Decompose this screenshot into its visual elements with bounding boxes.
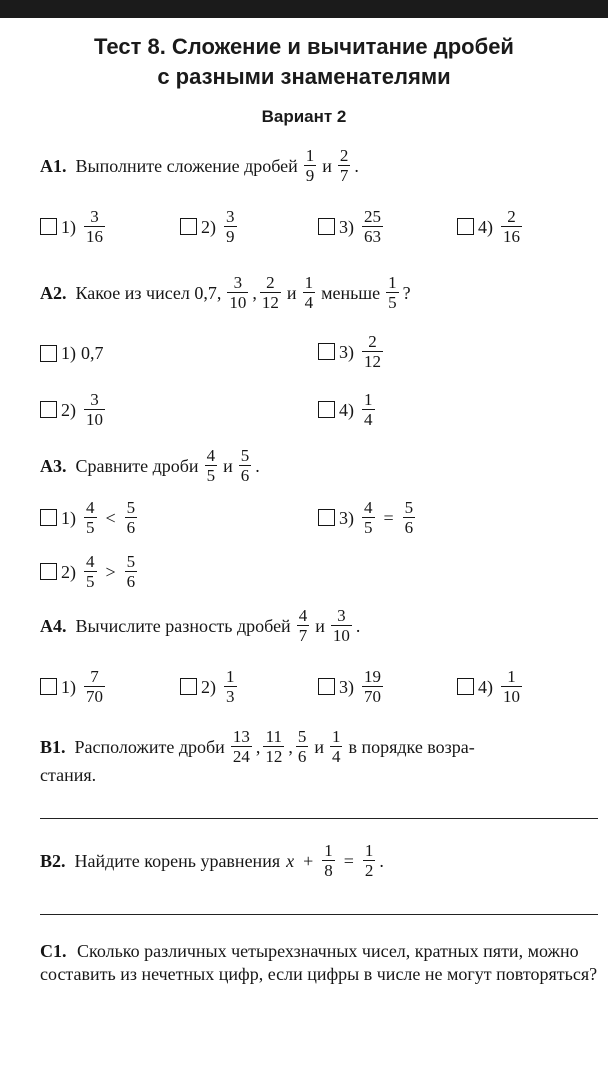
fraction — [362, 332, 383, 371]
denominator: 10 — [229, 293, 247, 312]
denominator: 70 — [364, 687, 381, 706]
question-b1-continuation — [40, 764, 96, 786]
a3-option-3[interactable] — [318, 498, 418, 537]
fraction — [304, 146, 317, 185]
numerator: 13 — [232, 727, 250, 746]
numerator: 1 — [331, 727, 341, 746]
answer-checkbox[interactable] — [318, 401, 335, 418]
a2-option-4[interactable] — [318, 390, 378, 429]
denominator: 6 — [240, 466, 250, 485]
denominator: 5 — [364, 518, 373, 537]
a1-option-3[interactable] — [318, 207, 386, 246]
a2-option-3[interactable] — [318, 332, 386, 371]
denominator: 5 — [206, 466, 216, 485]
answer-checkbox[interactable] — [457, 678, 474, 695]
top-dark-bar — [0, 0, 608, 18]
numerator: 19 — [364, 667, 381, 686]
denominator: 9 — [305, 166, 315, 185]
option-number: 4) — [339, 399, 354, 420]
fraction — [362, 498, 375, 537]
question-a1-text: Выполните сложение дробей — [75, 155, 298, 176]
fraction — [205, 446, 218, 485]
numerator: 3 — [337, 606, 346, 625]
numerator: 1 — [304, 273, 314, 292]
equals-sign: = — [343, 850, 354, 871]
question-a2 — [40, 273, 411, 312]
a4-option-1[interactable] — [40, 667, 108, 706]
question-b1-text: Расположите дроби — [74, 736, 225, 757]
question-b1-text-end: в порядке возра- — [348, 736, 475, 757]
answer-checkbox[interactable] — [40, 345, 57, 362]
fraction — [403, 498, 416, 537]
numerator: 4 — [206, 446, 216, 465]
denominator: 4 — [364, 410, 373, 429]
numerator: 3 — [90, 207, 99, 226]
denominator: 24 — [232, 747, 250, 766]
denominator: 5 — [388, 293, 397, 312]
option-number: 2) — [61, 561, 76, 582]
answer-checkbox[interactable] — [40, 509, 57, 526]
answer-checkbox[interactable] — [180, 678, 197, 695]
numerator: 2 — [339, 146, 349, 165]
fraction — [224, 207, 237, 246]
option-number: 3) — [339, 341, 354, 362]
numerator: 1 — [364, 390, 373, 409]
numerator: 3 — [233, 273, 243, 292]
question-a3-label: А3. — [40, 455, 67, 476]
fraction — [501, 207, 522, 246]
numerator: 1 — [305, 146, 315, 165]
option-number: 1) — [61, 507, 76, 528]
numerator: 1 — [364, 841, 374, 860]
fraction — [84, 552, 97, 591]
answer-checkbox[interactable] — [40, 563, 57, 580]
fraction — [84, 390, 105, 429]
option-number: 1) — [61, 216, 76, 237]
option-number: 3) — [339, 676, 354, 697]
plus-sign: + — [303, 850, 314, 871]
denominator: 10 — [86, 410, 103, 429]
answer-checkbox[interactable] — [180, 218, 197, 235]
denominator: 3 — [226, 687, 235, 706]
answer-checkbox[interactable] — [318, 678, 335, 695]
denominator: 63 — [364, 227, 381, 246]
option-number: 3) — [339, 507, 354, 528]
denominator: 10 — [332, 626, 350, 645]
denominator: 5 — [86, 518, 95, 537]
numerator: 1 — [324, 841, 333, 860]
question-b1-label: В1. — [40, 736, 66, 757]
fraction — [362, 390, 375, 429]
numerator: 5 — [126, 552, 136, 571]
variable: x — [286, 850, 295, 871]
comparison-sign: = — [383, 507, 394, 528]
fraction — [125, 498, 138, 537]
question-a1-label: А1. — [40, 155, 67, 176]
question-b2-text: Найдите корень уравнения — [74, 850, 281, 871]
question-a4 — [40, 606, 360, 645]
numerator: 2 — [266, 273, 275, 292]
a1-option-1[interactable] — [40, 207, 108, 246]
numerator: 1 — [507, 667, 516, 686]
conjunction: и — [286, 282, 297, 303]
numerator: 4 — [364, 498, 373, 517]
punctuation: , — [288, 736, 293, 757]
fraction — [322, 841, 335, 880]
fraction — [84, 498, 97, 537]
numerator: 2 — [368, 332, 377, 351]
option-number: 4) — [478, 216, 493, 237]
denominator: 12 — [364, 352, 381, 371]
fraction — [501, 667, 522, 706]
question-a1 — [40, 146, 359, 185]
question-c1 — [40, 940, 600, 986]
option-number: 1) — [61, 343, 76, 363]
fraction — [362, 207, 383, 246]
a4-option-2[interactable] — [180, 667, 240, 706]
denominator: 10 — [503, 687, 520, 706]
a2-option-1[interactable] — [40, 342, 104, 364]
numerator: 1 — [226, 667, 235, 686]
question-a2-label: А2. — [40, 282, 67, 303]
fraction — [338, 146, 351, 185]
answer-checkbox[interactable] — [318, 343, 335, 360]
option-number: 1) — [61, 676, 76, 697]
comparison-sign: < — [105, 507, 116, 528]
denominator: 4 — [304, 293, 314, 312]
question-a2-text: Какое из чисел 0,7, — [75, 282, 222, 303]
a2-option-2[interactable] — [40, 390, 108, 429]
numerator: 3 — [226, 207, 235, 226]
question-c1-label: С1. — [40, 941, 67, 961]
question-a3-text: Сравните дроби — [75, 455, 199, 476]
question-a3 — [40, 446, 260, 485]
numerator: 4 — [86, 498, 95, 517]
numerator: 4 — [298, 606, 308, 625]
conjunction: и — [223, 455, 233, 476]
fraction — [84, 207, 105, 246]
fraction — [303, 273, 316, 312]
denominator: 9 — [226, 227, 235, 246]
question-a4-text: Вычислите разность дробей — [75, 615, 291, 636]
denominator: 12 — [261, 293, 279, 312]
fraction — [263, 727, 284, 766]
a1-option-2[interactable] — [180, 207, 240, 246]
a4-option-4[interactable] — [457, 667, 525, 706]
fraction — [239, 446, 252, 485]
option-number: 2) — [201, 216, 216, 237]
a3-option-2[interactable] — [40, 552, 140, 591]
fraction — [330, 727, 343, 766]
option-number: 3) — [339, 216, 354, 237]
a1-option-4[interactable] — [457, 207, 525, 246]
answer-checkbox[interactable] — [40, 218, 57, 235]
fraction — [260, 273, 281, 312]
punctuation: , — [255, 736, 261, 757]
question-b2 — [40, 841, 384, 880]
punctuation: . — [255, 455, 260, 476]
fraction — [363, 841, 376, 880]
answer-checkbox[interactable] — [318, 509, 335, 526]
denominator: 6 — [297, 747, 307, 766]
numerator: 5 — [240, 446, 250, 465]
option-number: 2) — [201, 676, 216, 697]
option-value: 0,7 — [81, 343, 104, 363]
fraction — [297, 606, 310, 645]
numerator: 1 — [388, 273, 397, 292]
numerator: 25 — [364, 207, 381, 226]
fraction — [125, 552, 138, 591]
denominator: 7 — [298, 626, 308, 645]
denominator: 6 — [404, 518, 414, 537]
question-a4-label: А4. — [40, 615, 67, 636]
denominator: 8 — [324, 861, 333, 880]
conjunction: и — [314, 736, 324, 757]
comparison-word: меньше — [321, 282, 381, 303]
fraction — [386, 273, 399, 312]
denominator: 12 — [265, 747, 283, 766]
question-b1 — [40, 727, 478, 766]
denominator: 7 — [339, 166, 349, 185]
punctuation: . — [379, 850, 384, 871]
conjunction: и — [315, 615, 325, 636]
variant-label: Вариант 2 — [261, 107, 347, 126]
fraction — [331, 606, 352, 645]
answer-line-b2[interactable] — [40, 914, 598, 915]
numerator: 3 — [90, 390, 99, 409]
option-number: 2) — [61, 399, 76, 420]
a3-option-1[interactable] — [40, 498, 140, 537]
punctuation: ? — [402, 282, 411, 303]
fraction — [224, 667, 237, 706]
denominator: 2 — [364, 861, 374, 880]
denominator: 6 — [126, 518, 136, 537]
fraction — [231, 727, 252, 766]
denominator: 5 — [86, 572, 95, 591]
fraction — [362, 667, 383, 706]
numerator: 5 — [404, 498, 414, 517]
answer-checkbox[interactable] — [318, 218, 335, 235]
numerator: 5 — [297, 727, 307, 746]
numerator: 4 — [86, 552, 95, 571]
denominator: 4 — [331, 747, 341, 766]
numerator: 2 — [507, 207, 516, 226]
fraction — [296, 727, 309, 766]
question-b1-text-line2: стания. — [40, 765, 97, 785]
test-title-line1: Тест 8. Сложение и вычитание дробей — [94, 34, 514, 59]
answer-checkbox[interactable] — [40, 678, 57, 695]
numerator: 11 — [265, 727, 282, 746]
answer-checkbox[interactable] — [457, 218, 474, 235]
fraction — [84, 667, 105, 706]
question-b2-label: В2. — [40, 850, 66, 871]
a4-option-3[interactable] — [318, 667, 386, 706]
option-number: 4) — [478, 676, 493, 697]
question-c1-text: Сколько различных четырехзначных чисел, кратных пяти, можно составить из нечетных цифр, если цифры в числе не могут повторяться? — [40, 941, 598, 984]
numerator: 7 — [90, 667, 99, 686]
denominator: 16 — [503, 227, 520, 246]
comparison-sign: > — [105, 561, 116, 582]
punctuation: . — [354, 155, 359, 176]
denominator: 6 — [126, 572, 136, 591]
punctuation: . — [355, 615, 361, 636]
answer-line-b1[interactable] — [40, 818, 598, 819]
denominator: 16 — [86, 227, 103, 246]
test-title-line2: с разными знаменателями — [157, 64, 451, 89]
punctuation: , — [252, 282, 257, 303]
answer-checkbox[interactable] — [40, 401, 57, 418]
denominator: 70 — [86, 687, 103, 706]
fraction — [227, 273, 248, 312]
numerator: 5 — [126, 498, 136, 517]
conjunction: и — [322, 155, 332, 176]
